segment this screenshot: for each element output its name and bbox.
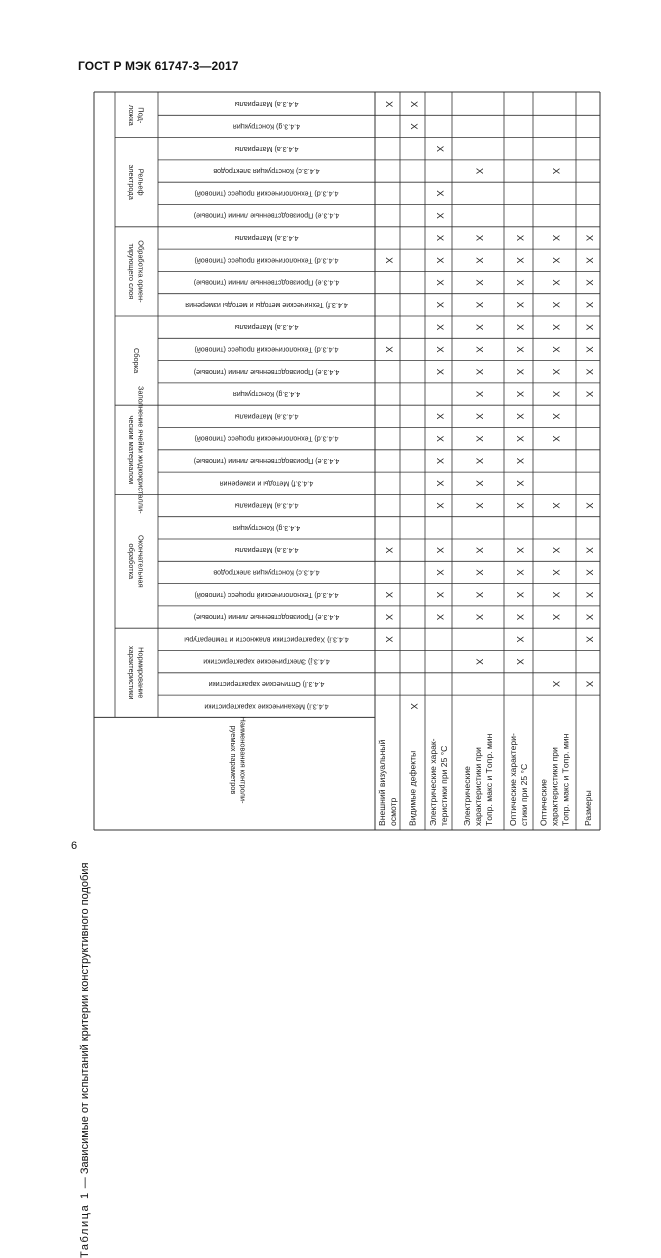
parameter-label: Внешний визуальный	[376, 739, 387, 826]
parameter-label: Оптические	[538, 779, 549, 826]
check-mark: X	[434, 569, 445, 576]
check-mark: X	[514, 390, 525, 398]
check-mark: X	[550, 680, 561, 688]
criterion-label: 4.4.3.a) Материалы	[234, 144, 299, 153]
check-mark: X	[583, 257, 595, 264]
criterion-label: 4.4.3.c) Конструкция электродов	[213, 167, 320, 176]
check-mark: X	[583, 368, 595, 375]
check-mark: X	[583, 301, 595, 309]
check-mark: X	[550, 591, 561, 598]
check-mark: X	[473, 167, 485, 175]
criterion-label: 4.4.3.a) Материалы	[234, 323, 299, 332]
check-mark: X	[550, 569, 561, 576]
criterion-label: 4.4.3.a) Материалы	[234, 501, 299, 510]
criterion-label: 4.4.3.e) Производственные линии (типовые)	[193, 613, 340, 622]
criterion-label: 4.4.3.i) Характеристики влажности и температуры	[184, 635, 349, 644]
check-mark: X	[434, 212, 445, 219]
check-mark: X	[383, 346, 394, 353]
criterion-label: 4.4.3.i) Механические характеристики	[204, 702, 329, 711]
check-mark: X	[583, 569, 595, 576]
check-mark: X	[473, 234, 485, 242]
check-mark: X	[473, 323, 485, 331]
check-mark: X	[473, 457, 485, 465]
check-mark: X	[550, 413, 561, 420]
check-mark: X	[473, 390, 485, 398]
criterion-label: 4.4.3.c) Конструкция электродов	[213, 568, 320, 577]
criterion-label: 4.4.3.a) Материалы	[234, 412, 299, 421]
parameter-label: теристики при 25 °C	[439, 745, 450, 826]
criterion-label: 4.4.3.g) Конструкция	[232, 122, 301, 131]
check-mark: X	[408, 123, 419, 130]
check-mark: X	[434, 190, 445, 197]
parameter-label: Оптические характери-	[507, 733, 518, 826]
check-mark: X	[473, 613, 485, 621]
check-mark: X	[550, 368, 561, 375]
check-mark: X	[473, 569, 485, 576]
parameter-label: Tопр. макс и Tопр. мин	[560, 733, 571, 826]
check-mark: X	[473, 546, 485, 554]
check-mark: X	[434, 413, 445, 420]
criteria-group-label: Под-ложка	[127, 104, 146, 126]
check-mark: X	[434, 145, 445, 152]
check-mark: X	[473, 301, 485, 309]
criterion-label: 4.4.3.d) Технологический процесс (типовой)	[194, 590, 339, 599]
check-mark: X	[383, 636, 394, 643]
check-mark: X	[514, 569, 525, 576]
check-mark: X	[434, 546, 445, 554]
check-mark: X	[514, 413, 525, 420]
check-mark: X	[434, 435, 445, 442]
corner-header: Наименования контроли-руемых параметров	[229, 716, 248, 804]
check-mark: X	[514, 301, 525, 309]
check-mark: X	[583, 546, 595, 554]
criterion-label: 4.4.3.e) Производственные линии (типовые)	[193, 367, 340, 376]
check-mark: X	[550, 257, 561, 264]
check-mark: X	[583, 680, 595, 688]
check-mark: X	[514, 435, 525, 442]
check-mark: X	[383, 546, 394, 554]
criterion-label: 4.4.3.d) Технологический процесс (типовой)	[194, 434, 339, 443]
check-mark: X	[550, 546, 561, 554]
parameter-label: Размеры	[583, 790, 594, 826]
criterion-label: 4.4.3.l) Оптические характеристики	[208, 679, 325, 688]
check-mark: X	[473, 413, 485, 420]
check-mark: X	[550, 301, 561, 309]
check-mark: X	[434, 502, 445, 509]
table-caption-label: Таблица 1	[79, 1191, 91, 1258]
check-mark: X	[583, 636, 595, 643]
check-mark: X	[514, 279, 525, 286]
check-mark: X	[434, 368, 445, 375]
check-mark: X	[514, 502, 525, 509]
check-mark: X	[514, 368, 525, 375]
check-mark: X	[434, 279, 445, 286]
criteria-group-label: Рельефэлектрода	[127, 164, 146, 200]
check-mark: X	[434, 234, 445, 242]
check-mark: X	[514, 234, 525, 242]
check-mark: X	[473, 279, 485, 286]
check-mark: X	[583, 323, 595, 331]
check-mark: X	[514, 323, 525, 331]
criterion-label: 4.4.3.a) Материалы	[234, 546, 299, 555]
criterion-label: 4.4.3.d) Технологический процесс (типовой)	[194, 189, 339, 198]
parameter-label: стики при 25 °C	[519, 763, 530, 826]
criterion-label: 4.4.3.e) Производственные линии (типовые)	[193, 211, 340, 220]
check-mark: X	[583, 279, 595, 286]
check-mark: X	[383, 100, 394, 108]
parameter-label: характеристики при	[473, 747, 484, 826]
parameter-label: Tопр. макс и Tопр. мин	[484, 733, 495, 826]
check-mark: X	[514, 613, 525, 621]
check-mark: X	[550, 390, 561, 398]
check-mark: X	[550, 279, 561, 286]
check-mark: X	[583, 390, 595, 398]
check-mark: X	[434, 346, 445, 353]
criteria-group-label: Нормированиехарактеристики	[127, 646, 146, 700]
parameter-label: характеристики при	[549, 747, 560, 826]
check-mark: X	[583, 234, 595, 242]
parameter-label: Видимые дефекты	[407, 750, 418, 826]
check-mark: X	[434, 257, 445, 264]
check-mark: X	[514, 346, 525, 353]
check-mark: X	[473, 435, 485, 442]
check-mark: X	[550, 234, 561, 242]
check-mark: X	[473, 368, 485, 375]
check-mark: X	[408, 703, 419, 710]
parameter-label: осмотр	[388, 797, 399, 826]
check-mark: X	[473, 591, 485, 598]
criteria-group-label: Обработка ориен-тирующего слоя	[127, 240, 146, 303]
check-mark: X	[434, 457, 445, 465]
table-caption-text: — Зависимые от испытаний критерии конструктивного подобия	[79, 862, 91, 1192]
criterion-label: 4.4.3.j) Электрические характеристики	[203, 657, 330, 666]
check-mark: X	[434, 301, 445, 309]
check-mark: X	[514, 546, 525, 554]
parameter-label: Электрические	[461, 766, 472, 826]
check-mark: X	[583, 502, 595, 509]
check-mark: X	[514, 457, 525, 465]
check-mark: X	[473, 346, 485, 353]
criterion-label: 4.4.3.d) Технологический процесс (типовой)	[194, 345, 339, 354]
check-mark: X	[434, 613, 445, 621]
check-mark: X	[550, 502, 561, 509]
document-header: ГОСТ Р МЭК 61747-3—2017	[78, 59, 239, 73]
check-mark: X	[473, 257, 485, 264]
page-number: 6	[71, 840, 78, 852]
criteria-group-label: Сборка	[131, 347, 141, 374]
check-mark: X	[434, 480, 445, 487]
criteria-group-label: Заполнение ячейки жидкокристалли-ческим материалом	[127, 386, 146, 514]
check-mark: X	[583, 591, 595, 598]
check-mark: X	[473, 480, 485, 487]
check-mark: X	[550, 167, 561, 175]
check-mark: X	[383, 257, 394, 264]
check-mark: X	[408, 100, 419, 108]
criterion-label: 4.4.3.e) Производственные линии (типовые)	[193, 278, 340, 287]
check-mark: X	[473, 502, 485, 509]
criterion-label: 4.4.3.g) Конструкция	[232, 523, 301, 532]
criterion-label: 4.4.3.f) Методы и измерения	[219, 479, 314, 488]
check-mark: X	[434, 591, 445, 598]
check-mark: X	[514, 636, 525, 643]
check-mark: X	[550, 613, 561, 621]
check-mark: X	[550, 346, 561, 353]
check-mark: X	[514, 480, 525, 487]
check-mark: X	[514, 591, 525, 598]
criteria-group-label: Окончательнаяобработка	[127, 535, 146, 588]
check-mark: X	[583, 613, 595, 621]
check-mark: X	[473, 658, 485, 665]
criterion-label: 4.4.3.g) Конструкция	[232, 390, 301, 399]
check-mark: X	[514, 257, 525, 264]
check-mark: X	[383, 613, 394, 621]
criterion-label: 4.4.3.a) Материалы	[234, 100, 299, 109]
check-mark: X	[383, 591, 394, 598]
check-mark: X	[550, 323, 561, 331]
criterion-label: 4.4.3.e) Производственные линии (типовые)	[193, 456, 340, 465]
check-mark: X	[514, 658, 525, 665]
check-mark: X	[583, 346, 595, 353]
criterion-label: 4.4.3.d) Технологический процесс (типовой)	[194, 256, 339, 265]
parameter-label: Электрические харак-	[427, 738, 438, 826]
criterion-label: 4.4.3.f) Технические методы и методы измерения	[185, 300, 348, 309]
criterion-label: 4.4.3.a) Материалы	[234, 233, 299, 242]
check-mark: X	[550, 435, 561, 442]
check-mark: X	[434, 323, 445, 331]
